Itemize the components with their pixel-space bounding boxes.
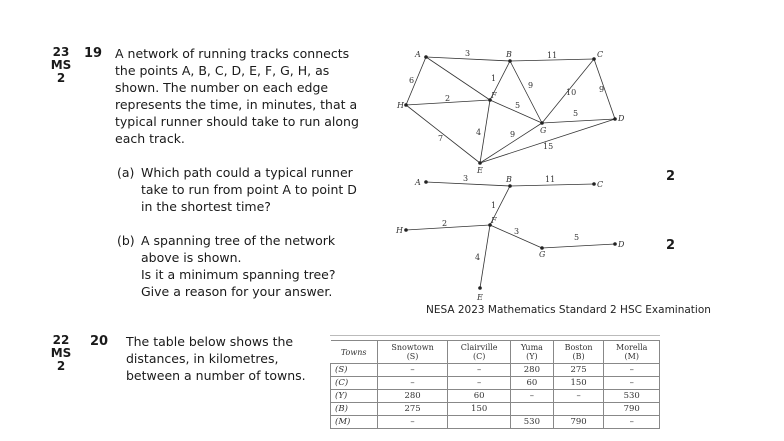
edge-weight: 6	[409, 76, 415, 85]
node-h	[404, 103, 408, 107]
table-cell: 530	[604, 390, 660, 403]
edge-weight: 9	[510, 130, 516, 139]
row-label: (C)	[331, 377, 378, 390]
node-label: E	[477, 166, 483, 175]
tree-node-b	[508, 184, 512, 188]
table-row	[331, 377, 660, 390]
q19b-line: above is shown.	[141, 250, 242, 265]
tree-edge-weight: 3	[514, 227, 520, 236]
edge-e-d	[480, 119, 615, 163]
table-header-row	[331, 341, 660, 364]
edge-c-d	[594, 59, 615, 119]
col-name: Snowtown	[391, 343, 434, 352]
table-col-header	[553, 341, 604, 364]
q20-meta	[50, 334, 72, 373]
col-abbr: (B)	[572, 352, 585, 361]
q19-marks-total: 2	[56, 71, 66, 85]
edge-weight: 10	[566, 88, 577, 97]
row-label: (M)	[331, 416, 378, 429]
distance-table	[330, 340, 660, 429]
tree-edge-weight: 1	[491, 201, 497, 210]
tree-node-label: A	[415, 178, 421, 187]
table-col-header	[377, 341, 447, 364]
tree-node-label: H	[396, 226, 403, 235]
q20-marks-total: 2	[56, 359, 66, 373]
table-cell: 150	[448, 403, 511, 416]
col-name: Morella	[616, 343, 648, 352]
table-cell: –	[377, 364, 447, 377]
node-d	[613, 117, 617, 121]
table-cell: 280	[377, 390, 447, 403]
node-b	[508, 59, 512, 63]
table-cell: 60	[511, 377, 554, 390]
table-cell: 790	[553, 416, 604, 429]
q19b-line: Is it a minimum spanning tree?	[141, 267, 336, 282]
table-top-rule	[330, 335, 660, 336]
edge-weight: 5	[573, 109, 579, 118]
table-cell: –	[448, 377, 511, 390]
table-cell: –	[377, 416, 447, 429]
row-label: (S)	[331, 364, 378, 377]
tree-node-label: C	[597, 180, 604, 189]
edge-weight: 5	[515, 101, 521, 110]
node-label: C	[597, 50, 604, 59]
node-c	[592, 57, 596, 61]
q19-stem-line: typical runner should take to run along	[115, 114, 359, 129]
edge-b-g	[510, 61, 542, 123]
table-row	[331, 403, 660, 416]
node-label: A	[415, 50, 421, 59]
col-name: Yuma	[520, 343, 543, 352]
q19b-text	[141, 232, 381, 300]
node-label: B	[506, 50, 512, 59]
table-cell	[448, 416, 511, 429]
node-e	[478, 161, 482, 165]
edge-weight: 4	[476, 128, 482, 137]
q19a-line: Which path could a typical runner	[141, 165, 353, 180]
tree-edge-weight: 2	[442, 219, 448, 228]
table-cell: –	[377, 377, 447, 390]
tree-edge-h-f	[406, 225, 490, 230]
tree-node-e	[478, 286, 482, 290]
tree-edge-weight: 4	[475, 253, 481, 262]
q19a-label: (a)	[117, 165, 135, 180]
col-abbr: (C)	[472, 352, 486, 361]
edge-weight: 1	[491, 74, 497, 83]
q19b-line: A spanning tree of the network	[141, 233, 336, 248]
col-name: Clairville	[460, 343, 498, 352]
q20-number: 20	[90, 334, 109, 349]
source-citation: NESA 2023 Mathematics Standard 2 HSC Examination	[426, 304, 711, 316]
table-cell: 280	[511, 364, 554, 377]
tree-node-c	[592, 182, 596, 186]
tree-node-h	[404, 228, 408, 232]
tree-node-label: E	[477, 293, 483, 302]
edge-weight: 7	[438, 134, 444, 143]
tree-edge-weight: 3	[463, 174, 469, 183]
network-diagram	[390, 45, 630, 175]
table-cell: 275	[553, 364, 604, 377]
node-label: G	[540, 126, 547, 135]
node-label: F	[491, 91, 497, 100]
q19-stem-line: represents the time, in minutes, that a	[115, 97, 358, 112]
edge-weight: 2	[445, 94, 451, 103]
node-g	[540, 121, 544, 125]
table-col-header	[604, 341, 660, 364]
q20-level: MS	[50, 346, 72, 360]
spanning-tree-diagram	[390, 170, 630, 305]
tree-node-label: B	[506, 175, 512, 184]
node-a	[424, 55, 428, 59]
q19-level: MS	[50, 58, 72, 72]
table-col-header	[511, 341, 554, 364]
table-row	[331, 416, 660, 429]
q19-stem-line: each track.	[115, 131, 185, 146]
tree-edge-weight: 5	[574, 233, 580, 242]
q20-stem-line: The table below shows the	[126, 334, 294, 349]
tree-edge-b-c	[510, 184, 594, 186]
edge-weight: 11	[547, 51, 558, 60]
q19-stem-line: shown. The number on each edge	[115, 80, 329, 95]
row-label: (B)	[331, 403, 378, 416]
q20-stem-line: between a number of towns.	[126, 368, 306, 383]
table-cell: –	[604, 364, 660, 377]
table-cell: –	[604, 416, 660, 429]
tree-edge-g-d	[542, 244, 615, 248]
tree-node-d	[613, 242, 617, 246]
table-cell: –	[511, 390, 554, 403]
tree-edge-f-e	[480, 225, 490, 288]
node-label: D	[618, 114, 625, 123]
table-cell: –	[553, 390, 604, 403]
tree-node-label: D	[618, 240, 625, 249]
table-cell: –	[604, 377, 660, 390]
edge-e-g	[480, 123, 542, 163]
node-label: H	[397, 101, 404, 110]
table-cell	[511, 403, 554, 416]
table-row	[331, 390, 660, 403]
table-row	[331, 364, 660, 377]
q19-ref: 23	[52, 45, 70, 59]
tree-node-label: G	[539, 250, 546, 259]
table-cell: 150	[553, 377, 604, 390]
table-cell: –	[448, 364, 511, 377]
q19b-label: (b)	[117, 233, 135, 248]
row-label: (Y)	[331, 390, 378, 403]
edge-f-e	[480, 100, 490, 163]
col-abbr: (S)	[406, 352, 419, 361]
q19a-marks: 2	[666, 169, 676, 184]
table-corner: Towns	[331, 341, 378, 364]
edge-weight: 9	[528, 81, 534, 90]
q20-stem-line: distances, in kilometres,	[126, 351, 279, 366]
q19b-marks: 2	[666, 238, 676, 253]
col-name: Boston	[564, 343, 593, 352]
table-cell	[553, 403, 604, 416]
table-col-header	[448, 341, 511, 364]
q19-number: 19	[84, 46, 103, 61]
q19-stem	[115, 45, 375, 147]
q19b-line: Give a reason for your answer.	[141, 284, 333, 299]
tree-node-a	[424, 180, 428, 184]
q19a-text	[141, 164, 381, 215]
q19a-line: take to run from point A to point D	[141, 182, 357, 197]
edge-weight: 3	[465, 49, 471, 58]
q20-stem	[126, 333, 326, 384]
table-cell: 790	[604, 403, 660, 416]
table-cell: 60	[448, 390, 511, 403]
edge-weight: 9	[599, 85, 605, 94]
q19-stem-line: A network of running tracks connects	[115, 46, 350, 61]
edge-weight: 15	[543, 142, 554, 151]
q19-stem-line: the points A, B, C, D, E, F, G, H, as	[115, 63, 330, 78]
q20-ref: 22	[52, 333, 70, 347]
col-abbr: (M)	[624, 352, 639, 361]
edge-a-f	[426, 57, 490, 100]
q19a-line: in the shortest time?	[141, 199, 271, 214]
tree-edge-weight: 11	[545, 175, 556, 184]
tree-node-label: F	[491, 216, 497, 225]
table-cell: 530	[511, 416, 554, 429]
col-abbr: (Y)	[526, 352, 538, 361]
table-cell: 275	[377, 403, 447, 416]
q19-meta	[50, 46, 72, 85]
